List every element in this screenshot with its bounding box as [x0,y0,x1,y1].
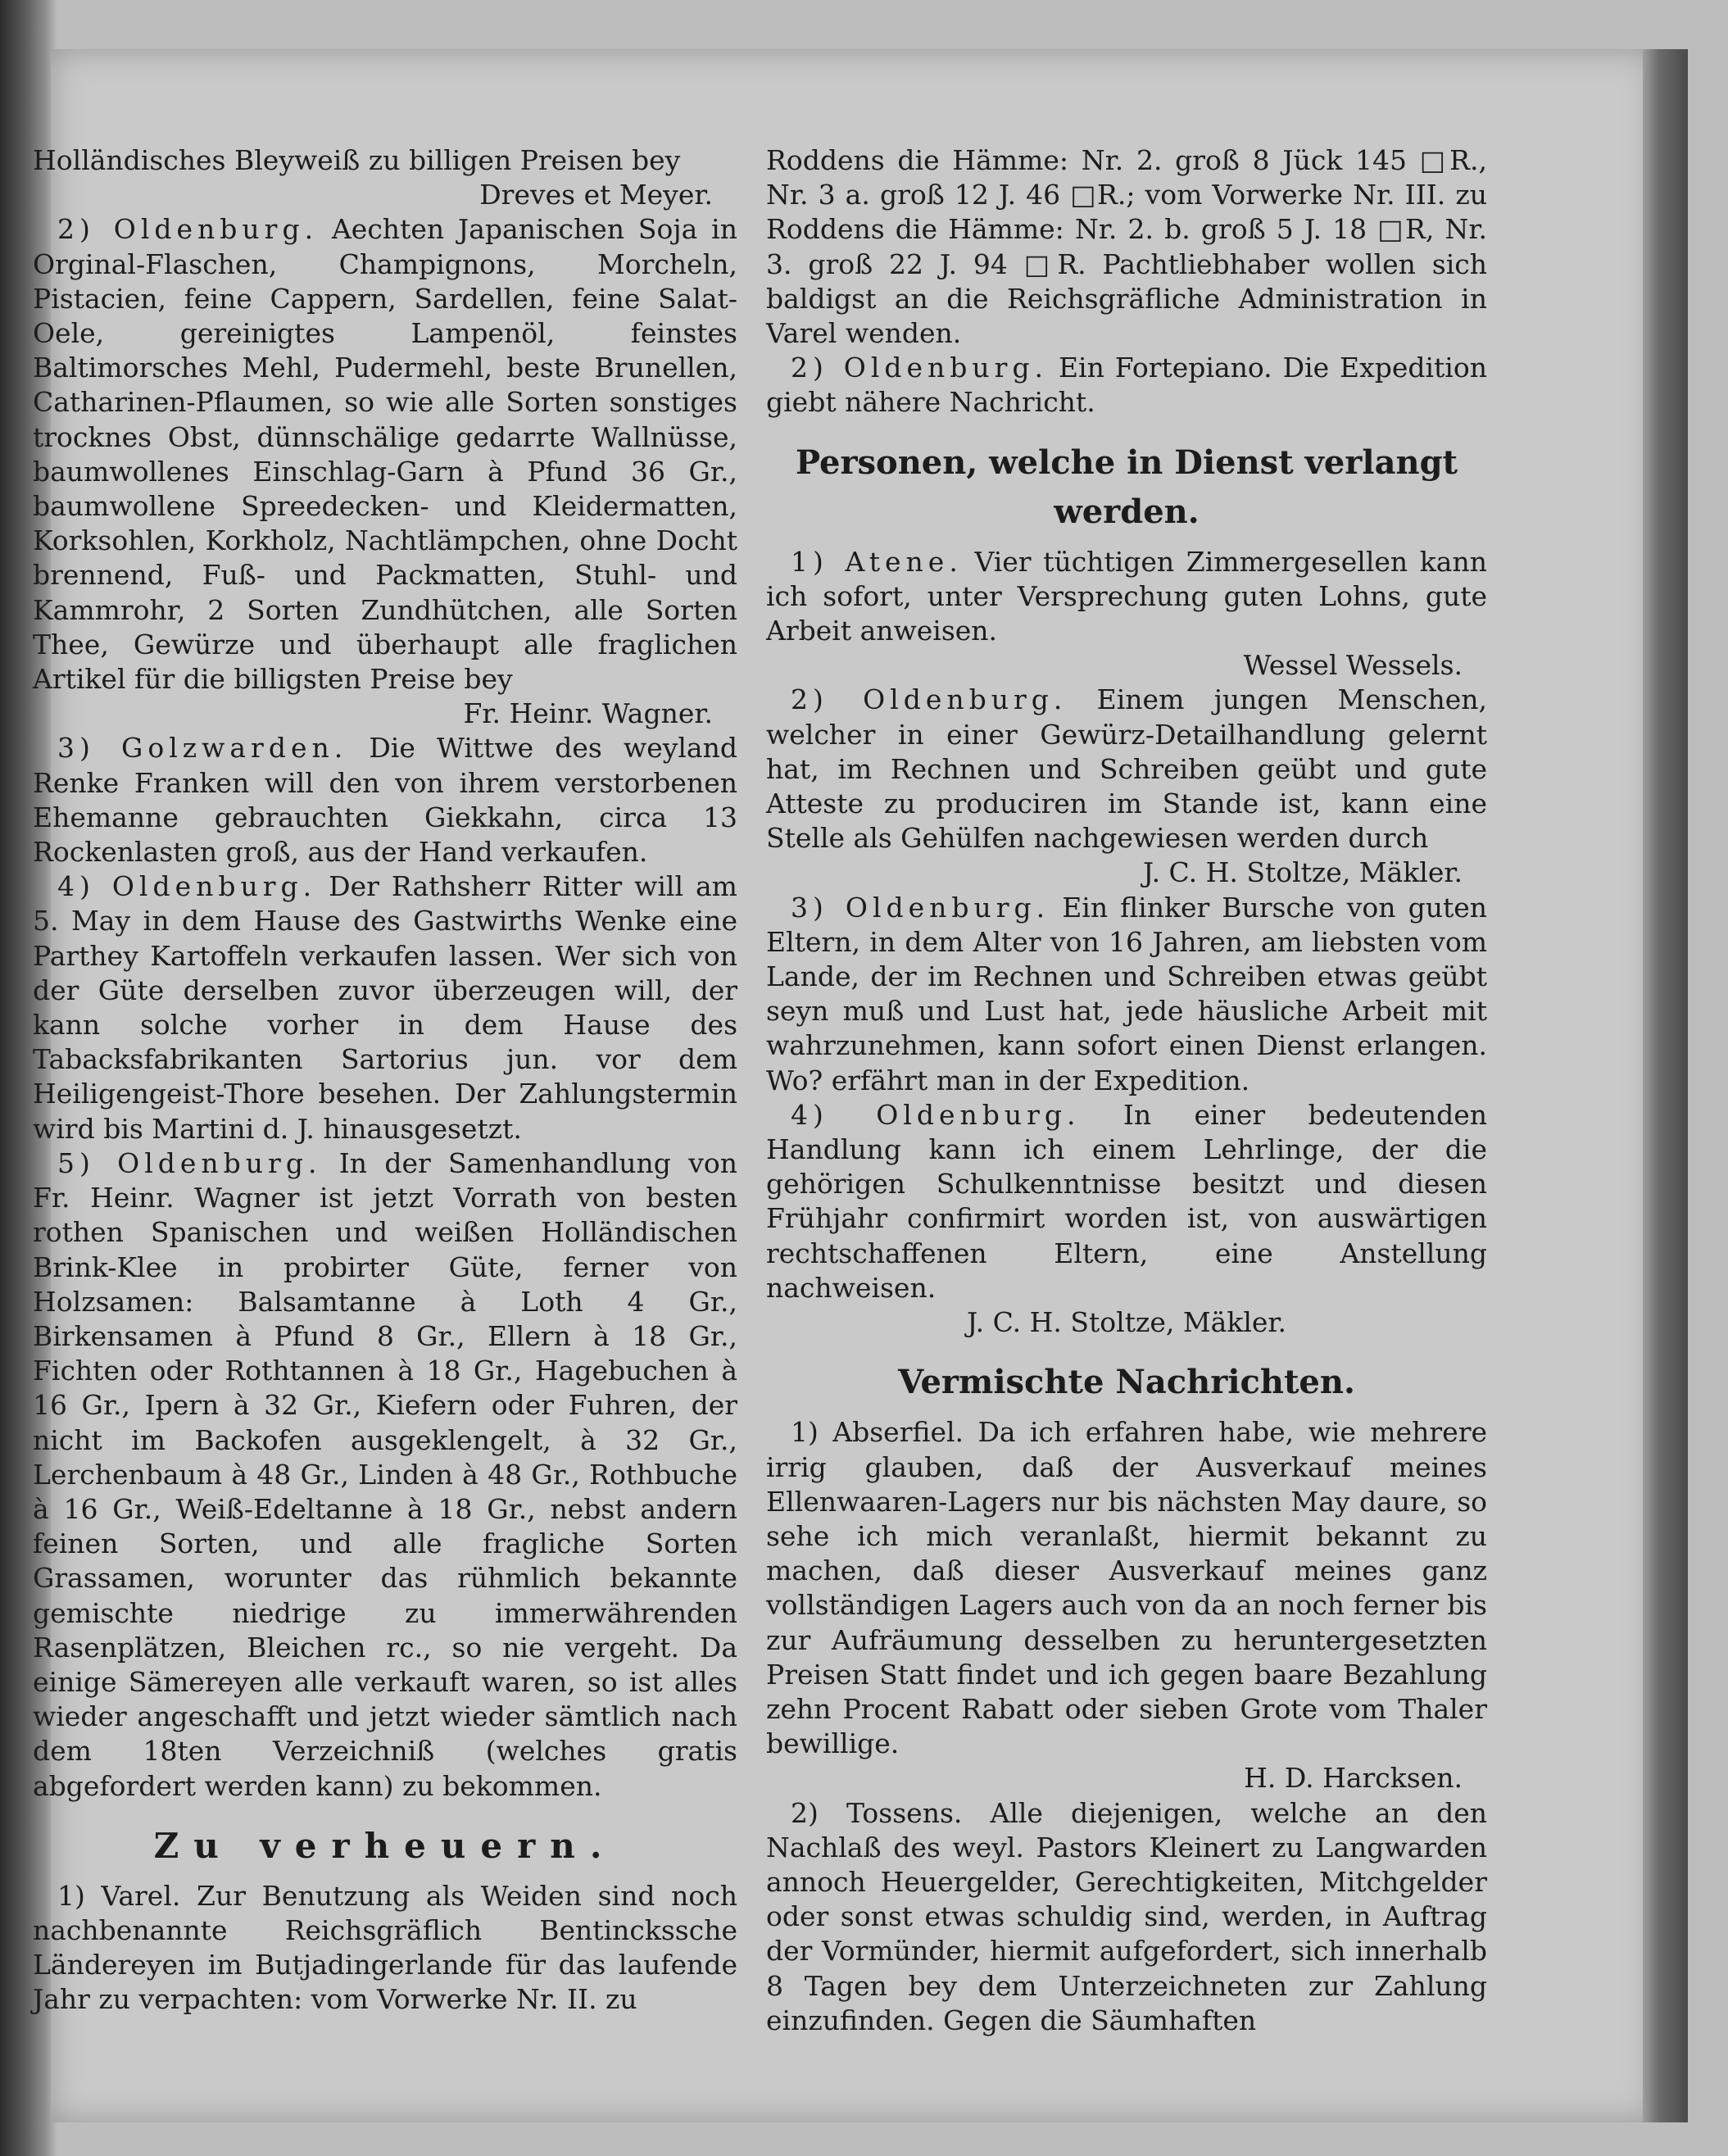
advert-text: Aechten Japanischen Soja in Orginal-Flaschen, Champignons, Morcheln, Pistacien, feine Cappern, Sardellen, feine Salat-Oele, gereinigtes Lampenöl, feinstes Baltimorsches Mehl, Pudermehl, beste Brunellen, Catharinen-Pflaumen, so wie alle Sorten sonstiges trocknes Obst, dünnschälige gedarrte Wallnüsse, baumwollenes Einschlag-Garn à Pfund 36 Gr., baumwollene Spreedecken- und Kleidermatten, Korksohlen, Korkholz, Nachtlämpchen, ohne Docht brennend, Fuß- und Packmatten, Stuhl- und Kammrohr, 2 Sorten Zundhütchen, alle Sorten Thee, Gewürze und überhaupt alle fraglichen Artikel für die billigsten Preise bey [33,213,737,696]
advert-text: Alle diejenigen, welche an den Nachlaß des weyl. Pastors Kleinert zu Langwarden annoch Heuergelder, Gerechtigkeiten, Mitchgelder oder sonst etwas schuldig sind, werden, in Auftrag der Vormünder, hiermit aufgefordert, sich innerhalb 8 Tagen bey dem Unterzeichneten zur Zahlung einzufinden. Gegen die Säumhaften [766,1796,1487,2036]
section-heading-personen: Personen, welche in Dienst verlangt werden. [795,443,1458,531]
advert-oldenburg-samen [33,1146,737,1804]
advert-oldenburg-wagner [33,212,737,697]
advert-text: Die Wittwe des weyland Renke Franken will den von ihrem verstorbenen Ehemanne gebrauchten Giekkahn, circa 13 Rockenlasten groß, aus der Hand verkaufen. [33,732,737,869]
advert-text: Vier tüchtigen Zimmergesellen kann ich sofort, unter Versprechung guten Lohns, gute Arbeit anweisen. [766,545,1487,647]
advert-lead: 2) Oldenburg. [57,213,319,246]
advert-lead: 1) Varel. [57,1879,181,1912]
advert-text: Da ich erfahren habe, wie mehrere irrig glauben, daß der Ausverkauf meines Ellenwaaren-Lagers nur bis nächsten May daure, so sehe ich mich veranlaßt, hiermit bekannt zu machen, daß dieser Ausverkauf meines ganz vollständigen Lagers auch von da an noch ferner bis zur Aufräumung desselben zu heruntergesetzten Preisen Statt findet und ich gegen baare Bezahlung zehn Procent Rabatt oder sieben Grote vom Thaler bewillige. [766,1416,1487,1760]
signature-dreves-meyer: Dreves et Meyer. [479,179,713,211]
advert-oldenburg-bursche [766,891,1487,1098]
signature-stoltze: J. C. H. Stoltze, Mäkler. [1142,856,1463,889]
advert-text: Einem jungen Menschen, welcher in einer Gewürz-Detailhandlung gelernt hat, im Rechnen und Schreiben geübt und gute Atteste zu produciren im Stande ist, kann eine Stelle als Gehülfen nachgewiesen werden durch [766,683,1487,855]
section-heading-vermischte: Vermischte Nachrichten. [898,1363,1355,1402]
right-column [766,143,1487,2038]
advert-varel [33,1879,737,2018]
advert-atene [766,545,1487,649]
advert-oldenburg-lehrling [766,1098,1487,1305]
advert-bleyweiss: Holländisches Bleyweiß zu billigen Preisen bey [33,144,681,176]
advert-text: Zur Benutzung als Weiden sind noch nachbenannte Reichsgräflich Bentinckssche Ländereyen im Butjadingerlande für das laufende Jahr zu verpachten: vom Vorwerke Nr. II. zu [33,1879,738,2016]
advert-lead: 2) Tossens. [791,1796,963,1829]
left-column [33,143,737,2018]
advert-lead: 5) Oldenburg. [57,1146,322,1179]
advert-golzwarden [33,731,737,869]
advert-lead: 3) Golzwarden. [57,732,348,765]
advert-lead: 4) Oldenburg. [791,1098,1081,1131]
page-edge-shadow [1643,49,1688,2122]
signature-wessels: Wessel Wessels. [1243,649,1463,682]
signature-harcksen: H. D. Harcksen. [1244,1762,1463,1795]
advert-lead: 1) Abserfiel. [791,1416,964,1449]
advert-oldenburg-ritter [33,869,737,1146]
advert-varel-continued: Roddens die Hämme: Nr. 2. groß 8 Jück 145 □R., Nr. 3 a. groß 12 J. 46 □R.; vom Vorwerke Nr. III. zu Roddens die Hämme: Nr. 2. b. groß 5 J. 18 □R, Nr. 3. groß 22 J. 94 □R. Pachtliebhaber wollen sich baldigst an die Reichsgräfliche Administration in Varel wenden. [766,144,1487,350]
advert-text: In der Samenhandlung von Fr. Heinr. Wagner ist jetzt Vorrath von besten rothen Spanischen und weißen Holländischen Brink-Klee in probirter Güte, ferner von Holzsamen: Balsamtanne à Loth 4 Gr., Birkensamen à Pfund 8 Gr., Ellern à 18 Gr., Fichten oder Rothtannen à 18 Gr., Hagebuchen à 16 Gr., Ipern à 32 Gr., Kiefern oder Fuhren, der nicht im Backofen ausgeklengelt, à 32 Gr., Lerchenbaum à 48 Gr., Linden à 48 Gr., Rothbuche à 16 Gr., Weiß-Edeltanne à 18 Gr., nebst andern feinen Sorten, und alle fragliche Sorten Grassamen, worunter das rühmlich bekannte gemischte niedrige zu immerwährenden Rasenplätzen, Bleichen rc., so nie vergeht. Da einige Sämereyen alle verkauft waren, so ist alles wieder angeschafft und jetzt wieder sämtlich nach dem 18ten Verzeichniß (welches gratis abgefordert werden kann) zu bekommen. [33,1146,737,1802]
advert-abserfiel [766,1415,1487,1761]
signature-stoltze: J. C. H. Stoltze, Mäkler. [966,1306,1287,1339]
advert-lead: 2) Oldenburg. [791,683,1068,716]
advert-lead: 4) Oldenburg. [57,870,317,903]
advert-text: In einer bedeutenden Handlung kann ich einem Lehrlinge, der die gehörigen Schulkenntnisse besitzt und diesen Frühjahr confirmirt worden ist, von auswärtigen rechtschaffenen Eltern, eine Anstellung nachweisen. [766,1098,1487,1304]
signature-wagner: Fr. Heinr. Wagner. [463,697,713,730]
advert-lead: 1) Atene. [791,545,963,578]
advert-tossens [766,1796,1487,2038]
advert-oldenburg-gehuelfe [766,683,1487,856]
advert-text: Der Rathsherr Ritter will am 5. May in dem Hause des Gastwirths Wenke eine Parthey Kartoffeln verkaufen lassen. Wer sich von der Güte derselben zuvor überzeugen will, der kann solche vorher in dem Hause des Tabacksfabrikanten Sartorius jun. vor dem Heiligengeist-Thore besehen. Der Zahlungstermin wird bis Martini d. J. hinausgesetzt. [33,870,737,1145]
advert-lead: 3) Oldenburg. [791,891,1050,924]
advert-text: Ein flinker Bursche von guten Eltern, in dem Alter von 16 Jahren, am liebsten vom Lande, der im Rechnen und Schreiben etwas geübt seyn muß und Lust hat, jede häusliche Arbeit mit wahrzunehmen, kann sofort einen Dienst erlangen. Wo? erfährt man in der Expedition. [766,891,1487,1096]
advert-text: Ein Fortepiano. Die Expedition giebt nähere Nachricht. [766,352,1487,419]
section-heading-zu-verheuern: Zu verheuern. [153,1825,617,1866]
advert-lead: 2) Oldenburg. [791,352,1049,384]
advert-oldenburg-fortepiano [766,351,1487,420]
